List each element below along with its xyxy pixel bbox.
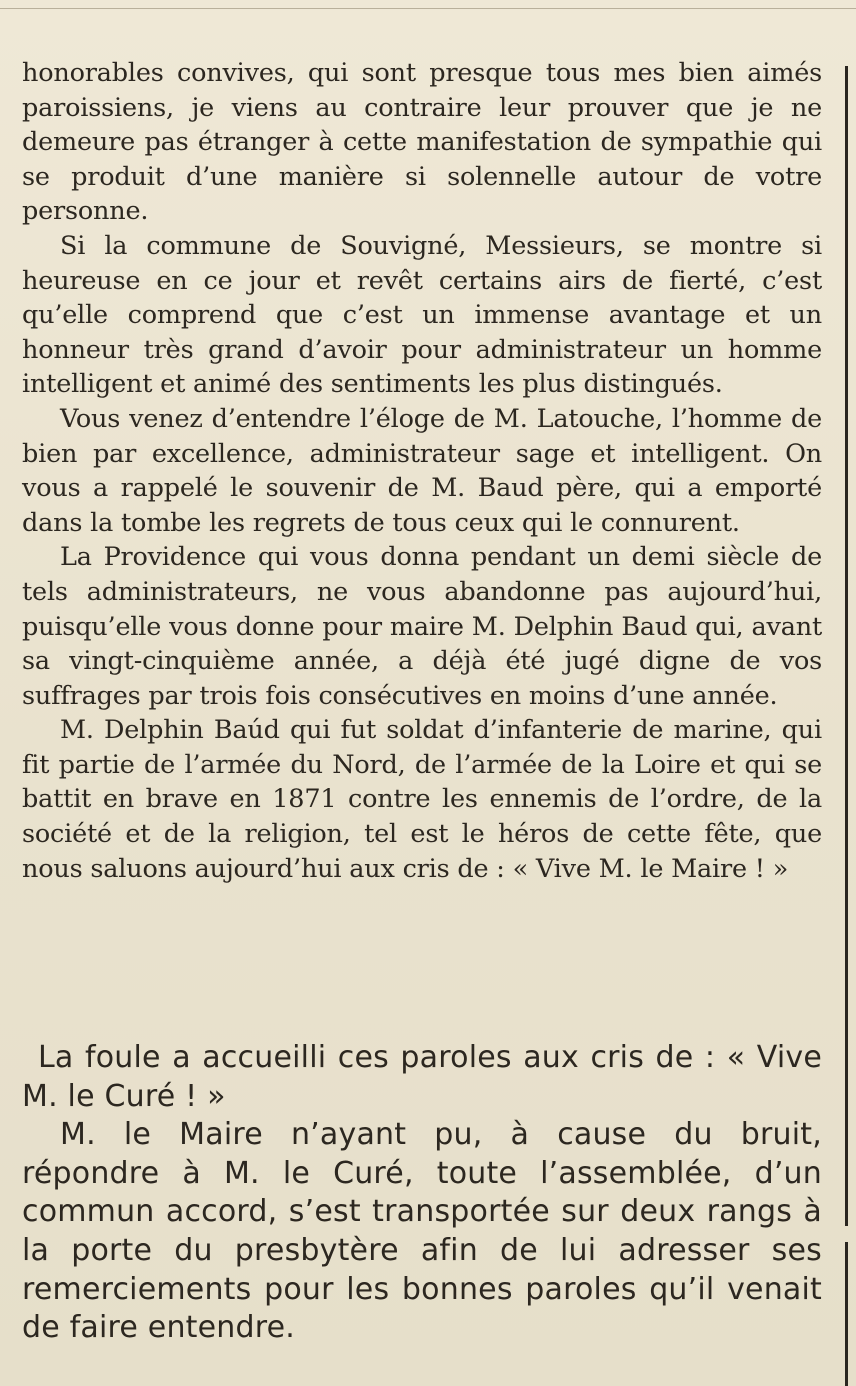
report-text-column [22,1039,822,1348]
speech-paragraph: La Providence qui vous donna pendant un demi siècle de tels administrateurs, ne vous abandonne pas aujourd’hui, puisqu’elle vous donne pour maire M. Delphin Baud qui, avant sa vingt-cinquième année, a déjà été jugé digne de vos suffrages par trois fois consécutives en moins d’une année. [22,542,822,711]
speech-paragraph: Vous venez d’entendre l’éloge de M. Latouche, l’homme de bien par excellence, administrateur sage et intelligent. On vous a rappelé le souvenir de M. Baud père, qui a emporté dans la tombe les regrets de tous ceux qui le connurent. [22,403,822,538]
speech-paragraph: honorables convives, qui sont presque tous mes bien aimés paroissiens, je viens au contraire leur prouver que je ne demeure pas étranger à cette manifestation de sympathie qui se produit d’une manière si solennelle autour de votre personne. [22,58,822,227]
report-paragraph: La foule a accueilli ces paroles aux cris de : « Vive M. le Curé ! » [22,1040,822,1114]
speech-paragraph: Si la commune de Souvigné, Messieurs, se montre si heureuse en ce jour et revêt certains airs de fierté, c’est qu’elle comprend que c’est un immense avantage et un honneur très grand d’avoir pour administrateur un homme intelligent et animé des sentiments les plus distingués. [22,230,822,400]
speech-text-column [22,56,822,886]
report-paragraph: M. le Maire n’ayant pu, à cause du bruit, répondre à M. le Curé, toute l’assemblée, d’un commun accord, s’est transportée sur deux rangs à la porte du presbytère afin de lui adresser ses remerciements pour les bonnes paroles qu’il venait de faire entendre. [22,1117,822,1346]
column-divider-rule-lower [845,1242,848,1386]
column-divider-rule [845,66,848,1226]
speech-paragraph: M. Delphin Baúd qui fut soldat d’infanterie de marine, qui fit partie de l’armée du Nord, de l’armée de la Loire et qui se battit en brave en 1871 contre les ennemis de l’ordre, de la société et de la religion, tel est le héros de cette fête, que nous saluons aujourd’hui aux cris de : « Vive M. le Maire ! » [22,715,822,884]
top-border-rule [0,8,856,9]
